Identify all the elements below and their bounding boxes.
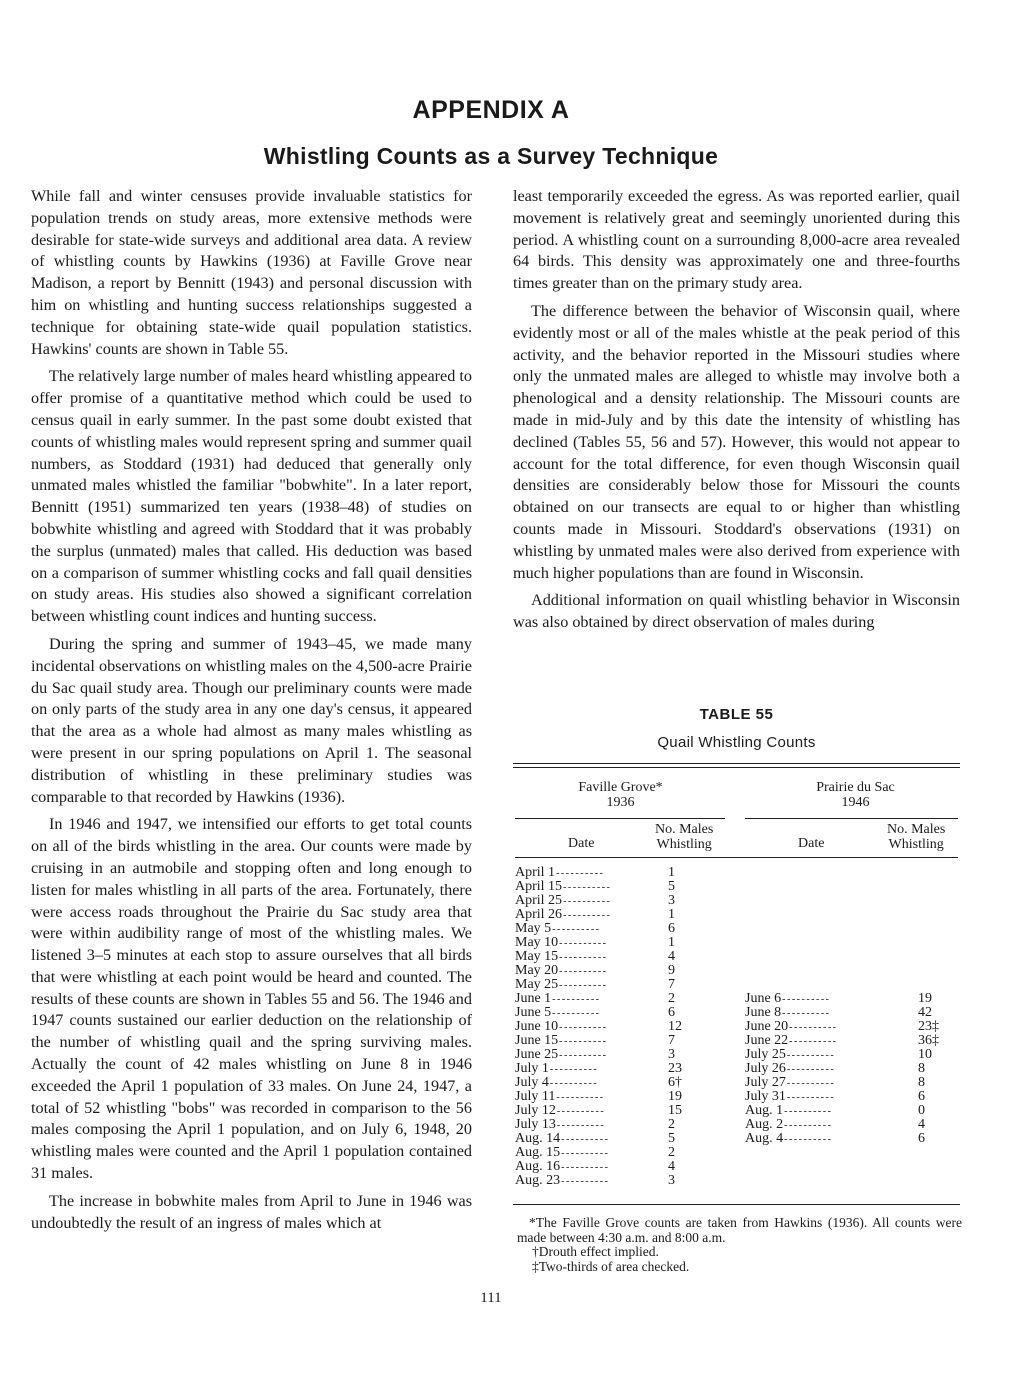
table-count-cell (668, 1118, 718, 1132)
faville-date-header: Date (568, 836, 595, 851)
footnote-star: *The Faville Grove counts are taken from Hawkins (1936). All counts were made between 4:30 a.m. and 8:00 a.m. (517, 1215, 962, 1245)
table-count-cell (668, 1090, 718, 1104)
leader-dots: ---------- (784, 1120, 833, 1131)
count-text: 2 (668, 1117, 675, 1132)
faville-date-list (515, 866, 655, 1188)
leader-dots: ---------- (784, 1106, 833, 1117)
count-text: 23 (668, 1061, 682, 1076)
table-date-cell (515, 894, 655, 908)
count-text: 6 (668, 921, 675, 936)
table-bottom-rule (513, 1204, 960, 1205)
table-date-cell (515, 1062, 655, 1076)
leader-dots: ---------- (559, 1022, 608, 1033)
table-date-cell (745, 1020, 885, 1034)
table-count-cell (918, 1020, 958, 1034)
faville-count-header: No. Males Whistling (655, 822, 714, 852)
leader-dots: ---------- (561, 1134, 610, 1145)
count-text: 4 (918, 1117, 925, 1132)
count-text: 2 (668, 1145, 675, 1160)
leader-dots: ---------- (786, 1050, 836, 1061)
date-text: Aug. 2 (745, 1117, 784, 1132)
table-date-cell (515, 1118, 655, 1132)
date-text: Aug. 15 (515, 1145, 561, 1160)
date-text: June 20 (745, 1019, 789, 1034)
count-text: 5 (668, 879, 675, 894)
leader-dots: ---------- (563, 896, 612, 907)
table-count-cell (918, 1076, 958, 1090)
table-date-cell (515, 880, 655, 894)
table-date-cell (515, 964, 655, 978)
count-text: 10 (918, 1047, 932, 1062)
date-text: April 1 (515, 865, 556, 880)
table-date-cell (515, 950, 655, 964)
count-text: 3 (668, 893, 675, 908)
table-count-cell (668, 1076, 718, 1090)
date-text: June 6 (745, 991, 782, 1006)
count-text: 15 (668, 1103, 682, 1118)
count-text: 3 (668, 1047, 675, 1062)
table-date-cell (515, 1076, 655, 1090)
appendix-heading: APPENDIX A (412, 96, 570, 124)
count-text: 6 (918, 1131, 925, 1146)
leader-dots: ---------- (786, 1064, 836, 1075)
count-text: 8 (918, 1075, 925, 1090)
table-date-cell (745, 1076, 885, 1090)
leader-dots: ---------- (559, 952, 608, 963)
left-text-column (31, 186, 472, 1240)
leader-dots: ---------- (561, 1162, 610, 1173)
prairie-group-rule (745, 818, 958, 819)
body-paragraph: least temporarily exceeded the egress. As was reported earlier, quail movement is relatively great and seemingly unoriented during this period. A whistling count on a surrounding 8,000-acre area revealed 64 birds. This density was approximately one and three-fourths times greater than on the primary study area. (513, 187, 960, 293)
count-text: 4 (668, 949, 675, 964)
table-count-cell (668, 1104, 718, 1118)
page-number: 111 (480, 1290, 502, 1306)
date-text: July 12 (515, 1103, 556, 1118)
count-text: 1 (668, 865, 675, 880)
count-text: 8 (918, 1061, 925, 1076)
prairie-count-list (918, 992, 958, 1146)
date-text: July 11 (515, 1089, 556, 1104)
table-count-cell (918, 992, 958, 1006)
table-footnotes (517, 1216, 962, 1274)
count-text: 19 (918, 991, 932, 1006)
table-count-cell (668, 1174, 718, 1188)
faville-group-year: 1936 (606, 795, 635, 810)
table-count-cell (668, 908, 718, 922)
column-header-rule (515, 857, 958, 858)
date-text: June 25 (515, 1047, 559, 1062)
table-count-cell (918, 1062, 958, 1076)
table-date-cell (745, 1048, 885, 1062)
count-text: 1 (668, 935, 675, 950)
table-count-cell (918, 1006, 958, 1020)
leader-dots: ---------- (559, 1050, 608, 1061)
count-text: 12 (668, 1019, 682, 1034)
table-date-cell (745, 1090, 885, 1104)
date-text: July 25 (745, 1047, 786, 1062)
leader-dots: ---------- (549, 1078, 599, 1089)
table-count-cell (668, 1062, 718, 1076)
table-count-cell (918, 1132, 958, 1146)
leader-dots: ---------- (563, 910, 612, 921)
table-date-cell (515, 1174, 655, 1188)
table-date-cell (515, 922, 655, 936)
table-date-cell (515, 1048, 655, 1062)
date-text: May 20 (515, 963, 559, 978)
body-paragraph: The relatively large number of males heard whistling appeared to offer promise of a quantitative method which could be used to census quail in early summer. In the past some doubt existed that counts of whistling males would represent spring and summer quail numbers, as Stoddard (1931) had deduced that generally only unmated males whistled the familiar "bobwhite". In a later report, Bennitt (1951) summarized ten years (1938–48) of studies on bobwhite whistling and agreed with Stoddard that it was probably the surplus (unmated) males that called. His deduction was based on a comparison of summer whistling cocks and fall quail densities on study areas. His studies also showed a significant correlation between whistling count indices and hunting success. (31, 367, 472, 626)
table-date-cell (515, 908, 655, 922)
table-count-cell (668, 880, 718, 894)
table-date-cell (515, 978, 655, 992)
date-text: Aug. 1 (745, 1103, 784, 1118)
count-text: 5 (668, 1131, 675, 1146)
table-date-cell (515, 866, 655, 880)
leader-dots: ---------- (786, 1092, 836, 1103)
leader-dots: ---------- (559, 966, 608, 977)
faville-group-name: Faville Grove* (578, 780, 663, 795)
table-count-cell (918, 1104, 958, 1118)
leader-dots: ---------- (556, 1106, 606, 1117)
faville-count-list (668, 866, 718, 1188)
table-date-cell (745, 1132, 885, 1146)
leader-dots: ---------- (789, 1036, 838, 1047)
count-text: 3 (668, 1173, 675, 1188)
prairie-group-year: 1946 (841, 795, 870, 810)
body-paragraph: During the spring and summer of 1943–45, we made many incidental observations on whistling males on the 4,500-acre Prairie du Sac quail study area. Though our preliminary counts were made on only parts of the study area in any one day's census, it appeared that the area as a whole had almost as many males whistling as were present in our spring populations on April 1. The seasonal distribution of whistling in these preliminary studies was comparable to that recorded by Hawkins (1936). (31, 634, 472, 806)
count-text: 23‡ (918, 1019, 939, 1034)
body-paragraph: The increase in bobwhite males from April to June in 1946 was undoubtedly the result of an ingress of males which at (31, 1191, 472, 1232)
count-text: 36‡ (918, 1033, 939, 1048)
table-count-cell (918, 1118, 958, 1132)
date-text: June 1 (515, 991, 552, 1006)
table-count-cell (918, 1090, 958, 1104)
table-count-cell (918, 1048, 958, 1062)
leader-dots: ---------- (552, 924, 601, 935)
table-count-cell (668, 978, 718, 992)
quail-whistling-table (513, 0, 960, 1380)
table-date-cell (515, 1160, 655, 1174)
count-text: 9 (668, 963, 675, 978)
leader-dots: ---------- (561, 1176, 610, 1187)
table-count-cell (668, 1006, 718, 1020)
body-paragraph: While fall and winter censuses provide invaluable statistics for population trends on study areas, more extensive methods were desirable for state-wide surveys and additional area data. A review of whistling counts by Hawkins (1936) at Faville Grove near Madison, a report by Bennitt (1943) and personal discussion with him on whistling and hunting success relationships suggested a technique for obtaining state-wide quail population statistics. Hawkins' counts are shown in Table 55. (31, 187, 472, 358)
date-text: June 5 (515, 1005, 552, 1020)
leader-dots: ---------- (552, 1008, 601, 1019)
table-date-cell (515, 1006, 655, 1020)
table-count-cell (668, 1048, 718, 1062)
leader-dots: ---------- (782, 994, 831, 1005)
table-date-cell (515, 1034, 655, 1048)
footnote-dagger: †Drouth effect implied. (532, 1244, 659, 1259)
date-text: Aug. 4 (745, 1131, 784, 1146)
count-text: 7 (668, 1033, 675, 1048)
leader-dots: ---------- (556, 1092, 605, 1103)
leader-dots: ---------- (559, 938, 608, 949)
table-date-cell (745, 992, 885, 1006)
table-date-cell (515, 936, 655, 950)
table-date-cell (745, 1118, 885, 1132)
date-text: April 26 (515, 907, 563, 922)
date-text: July 13 (515, 1117, 556, 1132)
prairie-group-name: Prairie du Sac (816, 780, 895, 795)
table-count-cell (668, 964, 718, 978)
date-text: June 22 (745, 1033, 789, 1048)
footnote-double-dagger: ‡Two-thirds of area checked. (532, 1258, 690, 1274)
table-date-cell (515, 1090, 655, 1104)
table-title: TABLE 55 (699, 706, 774, 723)
prairie-count-header: No. Males Whistling (887, 822, 946, 852)
table-count-cell (668, 950, 718, 964)
body-paragraph: In 1946 and 1947, we intensified our efforts to get total counts on all of the birds whistling in the area. Our counts were made by cruising in an autmobile and stopping often and long enough to listen for males whistling in all parts of the area. Fortunately, there were access roads throughout the Prairie du Sac study area that were within audibility range of most of the whistling males. We listened 3–5 minutes at each stop to assure ourselves that all birds that were whistling at each point would be heard and counted. The results of these counts are shown in Tables 55 and 56. The 1946 and 1947 counts sustained our earlier deduction on the relationship of the number of whistling quail and the spring surviving males. Actually the count of 42 males whistling on June 8 in 1946 exceeded the April 1 population of 33 males. On June 24, 1947, a total of 52 whistling "bobs" was recorded in comparison to the 56 males composing the April 1 population, and on July 6, 1948, 20 whistling males were counted and the April 1 population contained 31 males. (31, 815, 472, 1183)
leader-dots: ---------- (556, 868, 605, 879)
prairie-date-header: Date (798, 836, 825, 851)
table-date-cell (515, 1104, 655, 1118)
table-count-cell (918, 1034, 958, 1048)
date-text: May 10 (515, 935, 559, 950)
faville-group-rule (515, 818, 725, 819)
leader-dots: ---------- (789, 1022, 838, 1033)
date-text: May 25 (515, 977, 559, 992)
table-count-cell (668, 1146, 718, 1160)
count-text: 7 (668, 977, 675, 992)
date-text: July 31 (745, 1089, 786, 1104)
date-text: May 15 (515, 949, 559, 964)
count-text: 2 (668, 991, 675, 1006)
date-text: Aug. 14 (515, 1131, 561, 1146)
leader-dots: ---------- (786, 1078, 836, 1089)
leader-dots: ---------- (549, 1064, 599, 1075)
date-text: Aug. 16 (515, 1159, 561, 1174)
leader-dots: ---------- (552, 994, 601, 1005)
table-count-cell (668, 922, 718, 936)
date-text: May 5 (515, 921, 552, 936)
date-text: June 10 (515, 1019, 559, 1034)
count-text: 4 (668, 1159, 675, 1174)
leader-dots: ---------- (559, 980, 608, 991)
table-date-cell (745, 1034, 885, 1048)
count-text: 1 (668, 907, 675, 922)
table-count-cell (668, 894, 718, 908)
count-text: 6† (668, 1075, 682, 1090)
table-count-cell (668, 1132, 718, 1146)
leader-dots: ---------- (561, 1148, 610, 1159)
table-date-cell (515, 992, 655, 1006)
date-text: April 25 (515, 893, 563, 908)
table-count-cell (668, 936, 718, 950)
leader-dots: ---------- (563, 882, 612, 893)
table-date-cell (745, 1006, 885, 1020)
table-count-cell (668, 992, 718, 1006)
date-text: July 1 (515, 1061, 549, 1076)
date-text: April 15 (515, 879, 563, 894)
table-date-cell (515, 1146, 655, 1160)
table-date-cell (515, 1132, 655, 1146)
body-paragraph: Additional information on quail whistling behavior in Wisconsin was also obtained by direct observation of males during (513, 591, 960, 632)
date-text: July 27 (745, 1075, 786, 1090)
count-text: 19 (668, 1089, 682, 1104)
table-count-cell (668, 866, 718, 880)
count-text: 6 (668, 1005, 675, 1020)
table-date-cell (745, 1104, 885, 1118)
table-date-cell (515, 1020, 655, 1034)
prairie-date-list (745, 992, 885, 1146)
table-count-cell (668, 1160, 718, 1174)
count-text: 6 (918, 1089, 925, 1104)
prairie-group-header (763, 780, 948, 810)
faville-group-header (528, 780, 713, 810)
table-date-cell (745, 1062, 885, 1076)
table-subtitle: Quail Whistling Counts (657, 734, 816, 751)
date-text: July 26 (745, 1061, 786, 1076)
table-count-cell (668, 1020, 718, 1034)
body-paragraph: The difference between the behavior of Wisconsin quail, where evidently most or all of the males whistle at the peak period of this activity, and the behavior reported in the Missouri studies where only the unmated males are alleged to whistle may involve both a phenological and a density relationship. The Missouri counts are made in mid-July and by this date the intensity of whistling has declined (Tables 55, 56 and 57). However, this would not appear to account for the total difference, for even though Wisconsin quail densities are considerably below those for Missouri the counts obtained on our transects are equal to or higher than whistling counts made in Missouri. Stoddard's observations (1931) on whistling by unmated males were also derived from experience with much higher populations than are found in Wisconsin. (513, 301, 960, 582)
leader-dots: ---------- (784, 1134, 833, 1145)
appendix-subtitle: Whistling Counts as a Survey Technique (263, 143, 719, 169)
table-count-cell (668, 1034, 718, 1048)
date-text: June 15 (515, 1033, 559, 1048)
date-text: Aug. 23 (515, 1173, 561, 1188)
leader-dots: ---------- (556, 1120, 606, 1131)
date-text: July 4 (515, 1075, 549, 1090)
date-text: June 8 (745, 1005, 782, 1020)
leader-dots: ---------- (782, 1008, 831, 1019)
count-text: 42 (918, 1005, 932, 1020)
count-text: 0 (918, 1103, 925, 1118)
leader-dots: ---------- (559, 1036, 608, 1047)
